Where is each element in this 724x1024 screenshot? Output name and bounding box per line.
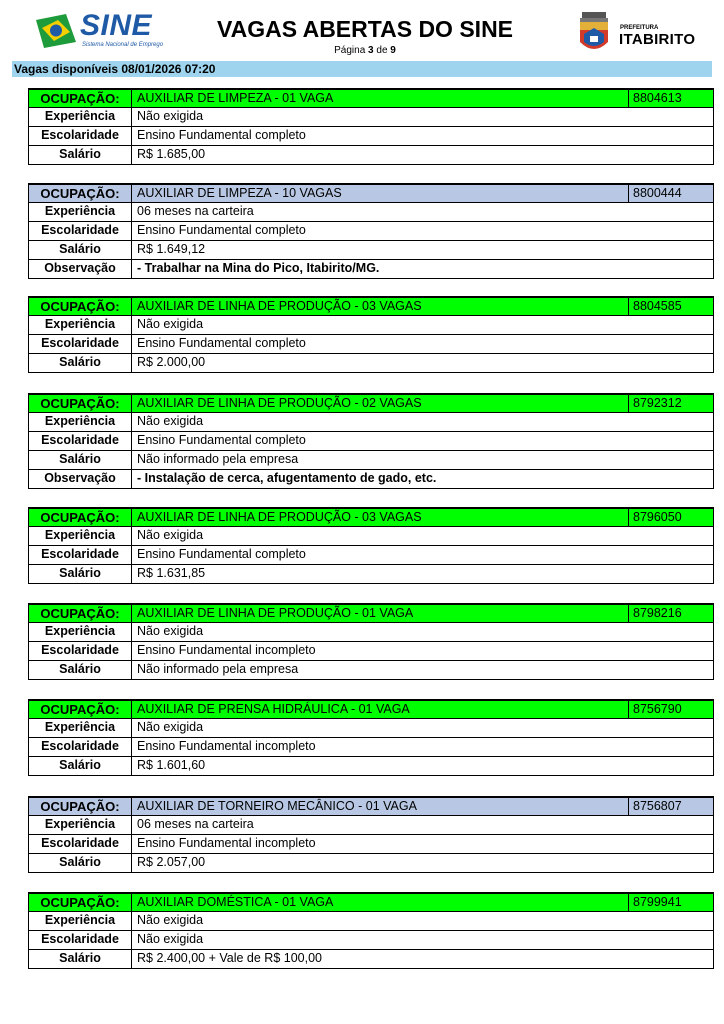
experiencia-value: Não exigida	[137, 624, 204, 638]
observacao-value: - Trabalhar na Mina do Pico, Itabirito/MG.	[137, 261, 380, 275]
job-header-row	[28, 393, 714, 413]
escolaridade-value: Ensino Fundamental completo	[137, 223, 306, 237]
salario-value: R$ 2.400,00 + Vale de R$ 100,00	[137, 951, 322, 965]
experiencia-value: Não exigida	[137, 414, 204, 428]
escolaridade-value: Ensino Fundamental completo	[137, 128, 306, 142]
ocupacao-label: OCUPAÇÃO:	[29, 798, 132, 815]
escolaridade-label: Escolaridade	[29, 335, 132, 353]
experiencia-label: Experiência	[29, 413, 132, 431]
salario-row	[28, 241, 714, 260]
job-listing	[28, 507, 714, 584]
salario-label: Salário	[29, 354, 132, 372]
experiencia-value: Não exigida	[137, 720, 204, 734]
escolaridade-row	[28, 222, 714, 241]
job-code: 8800444	[628, 185, 713, 202]
experiencia-row	[28, 203, 714, 222]
job-title: AUXILIAR DE LIMPEZA - 01 VAGA	[137, 91, 334, 105]
escolaridade-row	[28, 546, 714, 565]
job-code: 8804613	[628, 90, 713, 107]
experiencia-row	[28, 816, 714, 835]
salario-label: Salário	[29, 854, 132, 872]
experiencia-row	[28, 623, 714, 642]
experiencia-label: Experiência	[29, 912, 132, 930]
job-listing	[28, 88, 714, 165]
page-header	[0, 0, 724, 62]
salario-row	[28, 565, 714, 584]
observacao-label: Observação	[29, 260, 132, 278]
job-code: 8756790	[628, 701, 713, 718]
job-listing	[28, 183, 714, 279]
sine-logo-subtitle: Sistema Nacional de Emprego	[82, 42, 164, 48]
escolaridade-label: Escolaridade	[29, 127, 132, 145]
page-sep: de	[376, 45, 388, 56]
salario-value: R$ 1.601,60	[137, 758, 206, 772]
job-code: 8792312	[628, 395, 713, 412]
ocupacao-label: OCUPAÇÃO:	[29, 509, 132, 526]
job-code: 8799941	[628, 894, 713, 911]
salario-row	[28, 757, 714, 776]
job-title: AUXILIAR DE LINHA DE PRODUÇÃO - 03 VAGAS	[137, 299, 422, 313]
salario-value: R$ 2.057,00	[137, 855, 206, 869]
page-number	[200, 45, 530, 56]
experiencia-value: Não exigida	[137, 317, 204, 331]
experiencia-label: Experiência	[29, 108, 132, 126]
job-title: AUXILIAR DE LINHA DE PRODUÇÃO - 01 VAGA	[137, 606, 414, 620]
escolaridade-label: Escolaridade	[29, 835, 132, 853]
availability-date-bar: Vagas disponíveis 08/01/2026 07:20	[12, 61, 712, 77]
salario-row	[28, 451, 714, 470]
job-title: AUXILIAR DE LINHA DE PRODUÇÃO - 03 VAGAS	[137, 510, 422, 524]
salario-label: Salário	[29, 757, 132, 775]
prefeitura-logo	[574, 12, 694, 56]
prefeitura-label: PREFEITURA	[620, 25, 659, 31]
sine-logo	[36, 10, 166, 52]
salario-label: Salário	[29, 661, 132, 679]
experiencia-row	[28, 316, 714, 335]
experiencia-label: Experiência	[29, 623, 132, 641]
job-header-row	[28, 603, 714, 623]
experiencia-row	[28, 527, 714, 546]
job-header-row	[28, 507, 714, 527]
experiencia-row	[28, 413, 714, 432]
job-code: 8798216	[628, 605, 713, 622]
ocupacao-label: OCUPAÇÃO:	[29, 701, 132, 718]
job-listing	[28, 699, 714, 776]
escolaridade-value: Ensino Fundamental completo	[137, 336, 306, 350]
salario-value: R$ 1.685,00	[137, 147, 206, 161]
escolaridade-label: Escolaridade	[29, 432, 132, 450]
escolaridade-value: Ensino Fundamental completo	[137, 547, 306, 561]
job-title: AUXILIAR DE TORNEIRO MECÂNICO - 01 VAGA	[137, 799, 417, 813]
experiencia-row	[28, 108, 714, 127]
ocupacao-label: OCUPAÇÃO:	[29, 298, 132, 315]
city-crest-icon	[574, 12, 614, 56]
salario-value: R$ 2.000,00	[137, 355, 206, 369]
job-listing	[28, 393, 714, 489]
experiencia-label: Experiência	[29, 816, 132, 834]
experiencia-label: Experiência	[29, 203, 132, 221]
job-title: AUXILIAR DOMÉSTICA - 01 VAGA	[137, 895, 334, 909]
job-code: 8756807	[628, 798, 713, 815]
ocupacao-label: OCUPAÇÃO:	[29, 894, 132, 911]
salario-label: Salário	[29, 950, 132, 968]
salario-label: Salário	[29, 565, 132, 583]
page-prefix: Página	[334, 45, 366, 56]
job-title: AUXILIAR DE LINHA DE PRODUÇÃO - 02 VAGAS	[137, 396, 422, 410]
observacao-label: Observação	[29, 470, 132, 488]
ocupacao-label: OCUPAÇÃO:	[29, 185, 132, 202]
experiencia-value: 06 meses na carteira	[137, 817, 254, 831]
salario-value: Não informado pela empresa	[137, 452, 299, 466]
escolaridade-value: Não exigida	[137, 932, 204, 946]
page-title: VAGAS ABERTAS DO SINE	[216, 16, 514, 42]
experiencia-value: Não exigida	[137, 109, 204, 123]
job-header-row	[28, 892, 714, 912]
job-listing	[28, 796, 714, 873]
observacao-row	[28, 470, 714, 489]
salario-label: Salário	[29, 241, 132, 259]
job-title: AUXILIAR DE LIMPEZA - 10 VAGAS	[137, 186, 342, 200]
escolaridade-row	[28, 432, 714, 451]
escolaridade-label: Escolaridade	[29, 222, 132, 240]
brazil-flag-icon	[36, 14, 76, 48]
escolaridade-row	[28, 738, 714, 757]
job-header-row	[28, 183, 714, 203]
escolaridade-value: Ensino Fundamental incompleto	[137, 739, 316, 753]
escolaridade-row	[28, 335, 714, 354]
observacao-value: - Instalação de cerca, afugentamento de gado, etc.	[137, 471, 437, 485]
experiencia-value: 06 meses na carteira	[137, 204, 254, 218]
escolaridade-label: Escolaridade	[29, 931, 132, 949]
salario-label: Salário	[29, 451, 132, 469]
job-header-row	[28, 796, 714, 816]
job-header-row	[28, 699, 714, 719]
salario-label: Salário	[29, 146, 132, 164]
job-code: 8804585	[628, 298, 713, 315]
experiencia-label: Experiência	[29, 719, 132, 737]
escolaridade-row	[28, 127, 714, 146]
escolaridade-row	[28, 642, 714, 661]
salario-row	[28, 146, 714, 165]
salario-row	[28, 354, 714, 373]
salario-value: R$ 1.649,12	[137, 242, 206, 256]
salario-row	[28, 661, 714, 680]
experiencia-row	[28, 912, 714, 931]
escolaridade-row	[28, 835, 714, 854]
city-name: ITABIRITO	[619, 31, 696, 48]
escolaridade-value: Ensino Fundamental incompleto	[137, 836, 316, 850]
experiencia-label: Experiência	[29, 316, 132, 334]
salario-row	[28, 950, 714, 969]
ocupacao-label: OCUPAÇÃO:	[29, 605, 132, 622]
salario-row	[28, 854, 714, 873]
experiencia-value: Não exigida	[137, 528, 204, 542]
job-code: 8796050	[628, 509, 713, 526]
escolaridade-row	[28, 931, 714, 950]
job-header-row	[28, 296, 714, 316]
sine-logo-text: SINE	[80, 9, 153, 42]
experiencia-label: Experiência	[29, 527, 132, 545]
experiencia-value: Não exigida	[137, 913, 204, 927]
escolaridade-value: Ensino Fundamental completo	[137, 433, 306, 447]
salario-value: Não informado pela empresa	[137, 662, 299, 676]
job-listing	[28, 296, 714, 373]
job-listing	[28, 892, 714, 969]
escolaridade-label: Escolaridade	[29, 546, 132, 564]
page-current: 3	[368, 45, 374, 56]
ocupacao-label: OCUPAÇÃO:	[29, 90, 132, 107]
escolaridade-label: Escolaridade	[29, 642, 132, 660]
page-total: 9	[390, 45, 396, 56]
escolaridade-value: Ensino Fundamental incompleto	[137, 643, 316, 657]
job-title: AUXILIAR DE PRENSA HIDRÁULICA - 01 VAGA	[137, 702, 410, 716]
observacao-row	[28, 260, 714, 279]
salario-value: R$ 1.631,85	[137, 566, 206, 580]
job-listing	[28, 603, 714, 680]
escolaridade-label: Escolaridade	[29, 738, 132, 756]
ocupacao-label: OCUPAÇÃO:	[29, 395, 132, 412]
job-header-row	[28, 88, 714, 108]
experiencia-row	[28, 719, 714, 738]
